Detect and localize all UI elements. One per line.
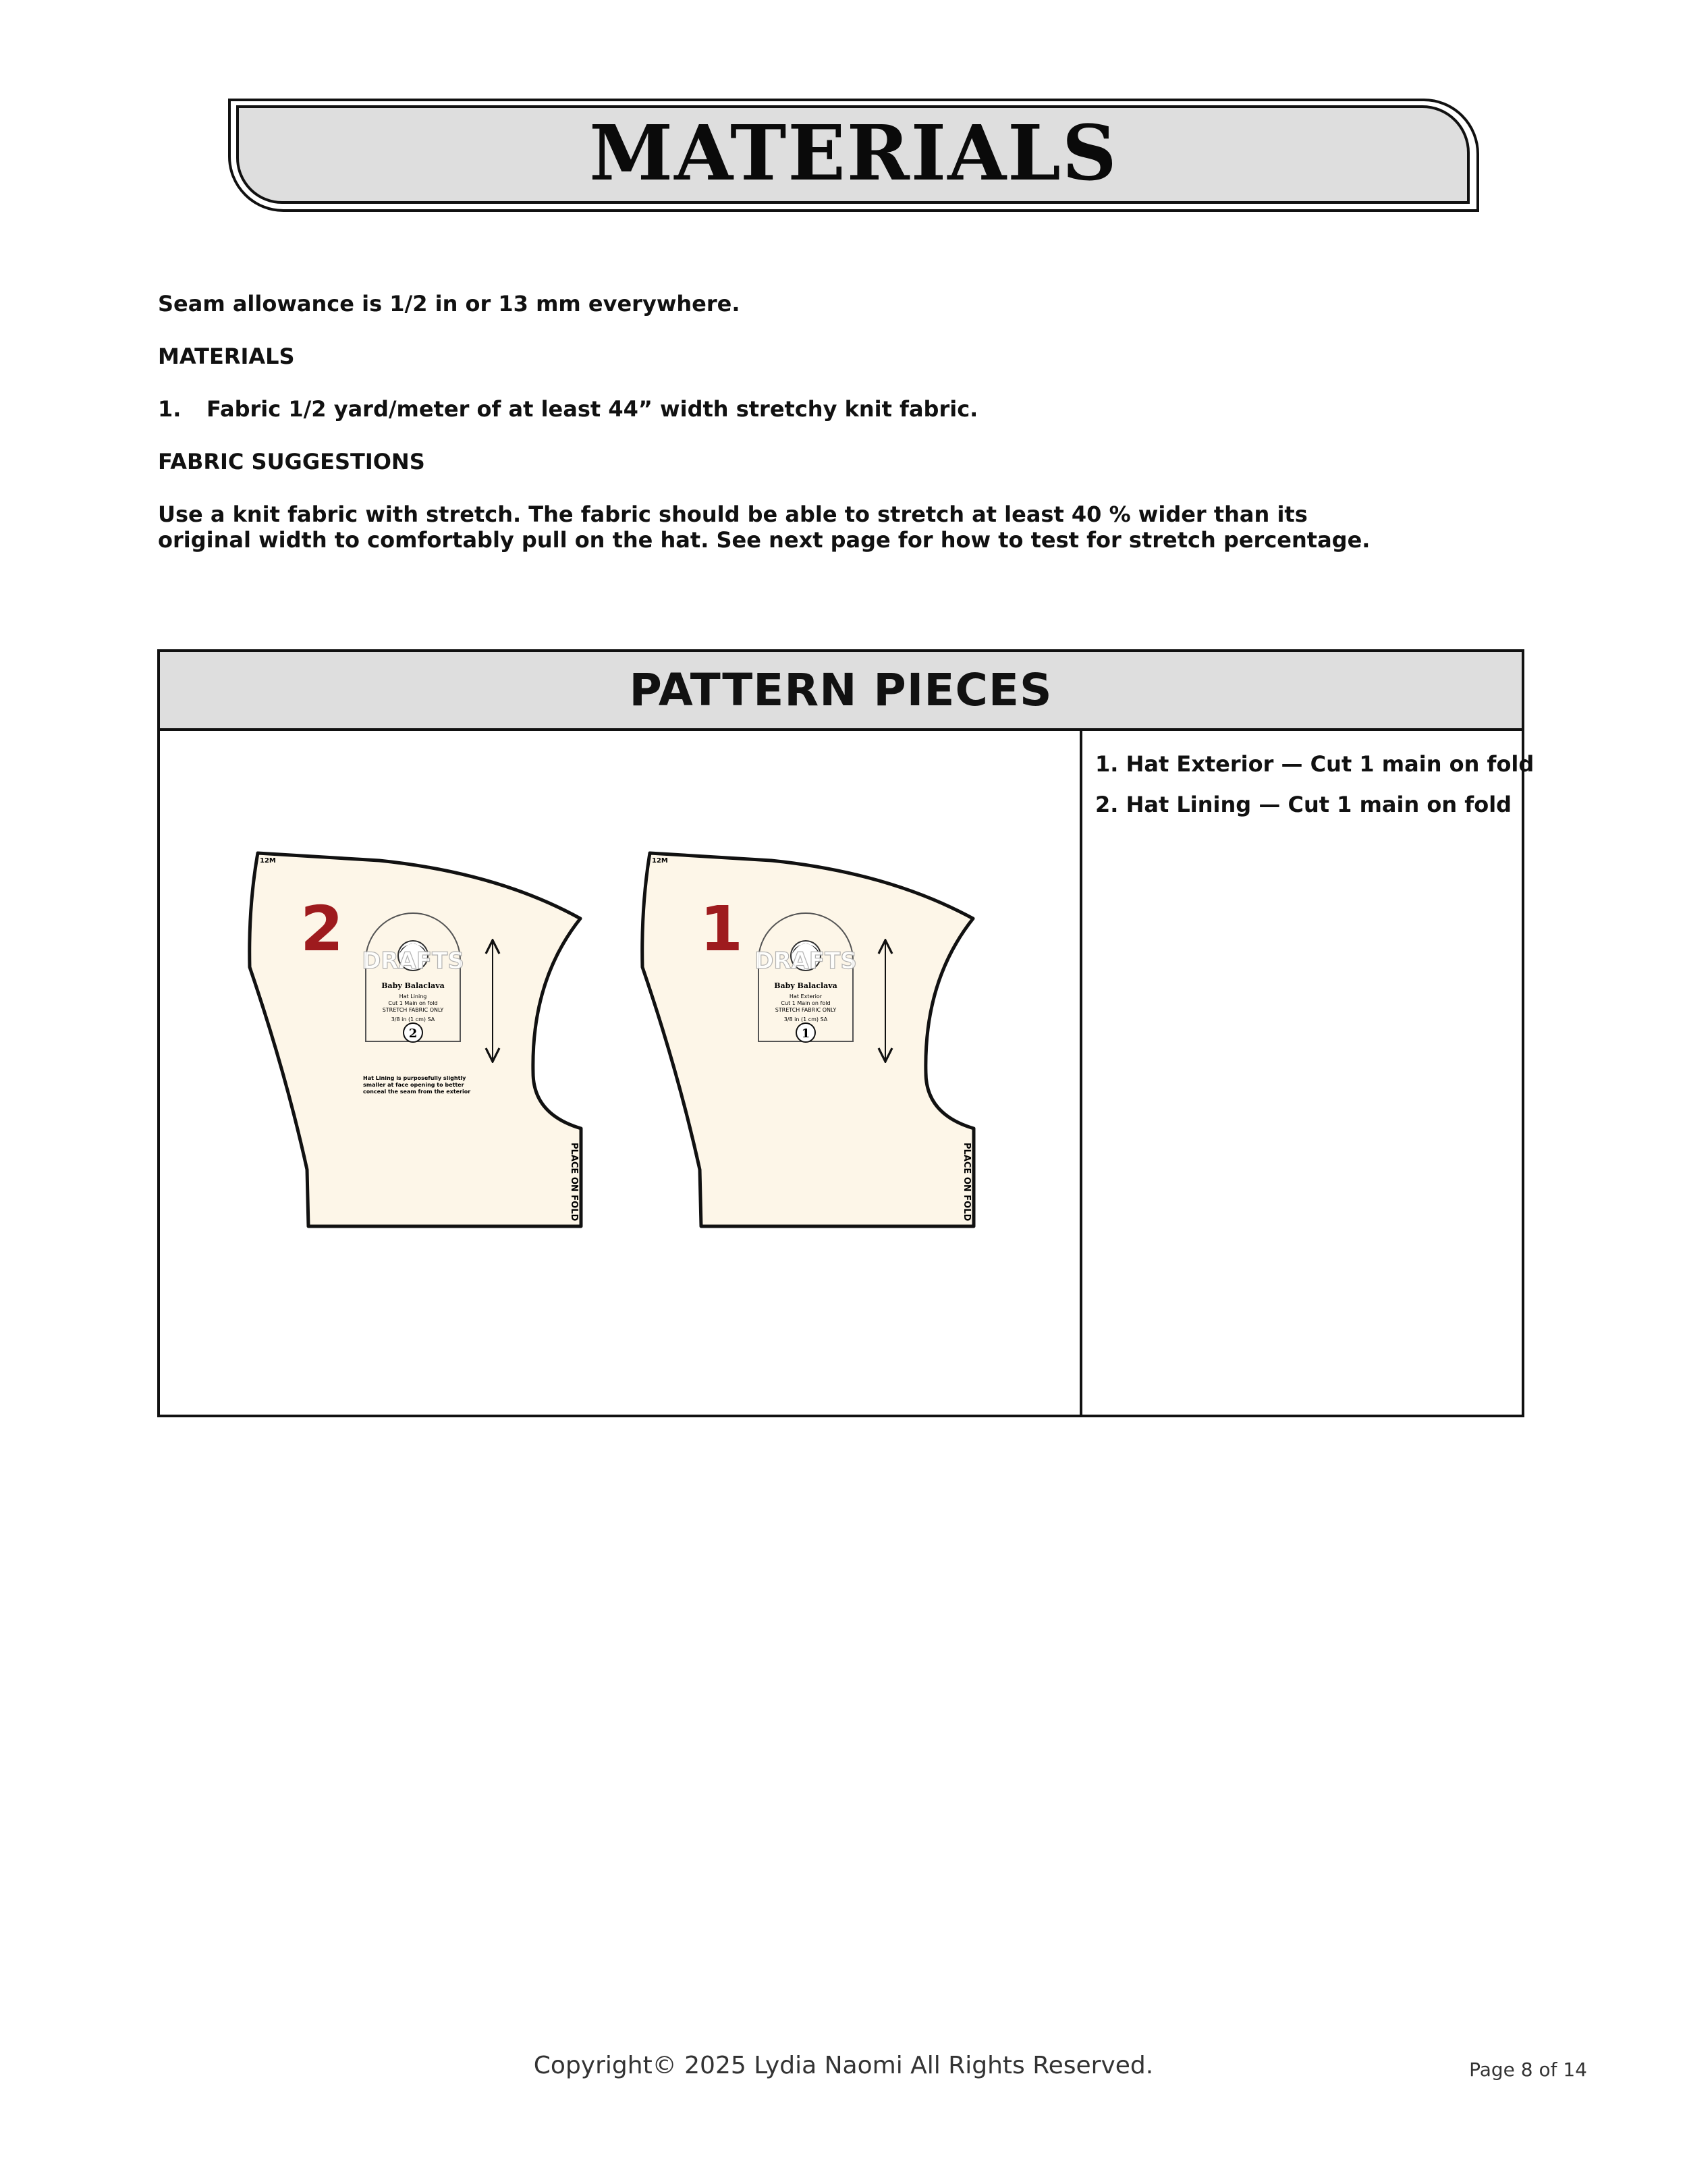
materials-item-text: Fabric 1/2 yard/meter of at least 44” width stretchy knit fabric. <box>206 396 978 422</box>
pattern-piece-2 <box>250 853 581 1226</box>
pattern-pieces-list <box>1095 744 1534 825</box>
fabric-suggestion-line-2: original width to comfortably pull on the hat. See next page for how to test for stretch percentage. <box>158 527 1371 553</box>
piece-1-label-line: Hat Exterior <box>789 993 823 1000</box>
pattern-pieces-box <box>157 649 1534 1417</box>
piece-1-size-tag: 12M <box>652 857 668 865</box>
piece-2-label-title: Baby Balaclava <box>381 981 445 990</box>
fabric-suggestion-line-1: Use a knit fabric with stretch. The fabric should be able to stretch at least 40 % wider than its <box>158 501 1308 527</box>
page-title: MATERIALS <box>589 109 1118 198</box>
piece-2-fold-label: PLACE ON FOLD <box>569 1143 579 1222</box>
materials-item <box>158 395 978 422</box>
pattern-pieces-illustration <box>160 731 1080 1415</box>
piece-2-size-tag: 12M <box>260 857 276 865</box>
copyright-footer: Copyright© 2025 Lydia Naomi All Rights Reserved. <box>533 2052 1154 2079</box>
piece-1-label-line: STRETCH FABRIC ONLY <box>775 1007 837 1013</box>
piece-2-note-line: Hat Lining is purposefully slightly <box>363 1075 466 1081</box>
piece-2-watermark: DRAFTS <box>362 948 464 975</box>
pattern-piece-list-item: 2. Hat Lining — Cut 1 main on fold <box>1095 792 1512 817</box>
piece-1-circle-number: 1 <box>801 1027 810 1041</box>
title-banner <box>228 99 1479 212</box>
piece-1-fold-label: PLACE ON FOLD <box>962 1143 972 1222</box>
pattern-piece-1 <box>642 853 974 1226</box>
page-number: Page 8 of 14 <box>1469 2058 1587 2081</box>
pattern-pieces-title: PATTERN PIECES <box>160 652 1522 731</box>
fabric-suggestions-heading: FABRIC SUGGESTIONS <box>158 449 425 474</box>
pattern-piece-list-item: 1. Hat Exterior — Cut 1 main on fold <box>1095 751 1534 777</box>
piece-1-label-title: Baby Balaclava <box>774 981 837 990</box>
piece-1-number: 1 <box>700 893 744 965</box>
piece-2-number: 2 <box>300 893 344 965</box>
piece-1-seam-allowance: 3/8 in (1 cm) SA <box>783 1016 828 1022</box>
column-divider <box>1080 731 1082 1415</box>
piece-2-seam-allowance: 3/8 in (1 cm) SA <box>391 1016 435 1022</box>
piece-2-label-line: Cut 1 Main on fold <box>388 1000 438 1006</box>
materials-heading: MATERIALS <box>158 344 295 369</box>
piece-1-watermark: DRAFTS <box>754 948 857 975</box>
piece-2-note-line: conceal the seam from the exterior <box>363 1089 471 1095</box>
piece-2-label-line: Hat Lining <box>399 993 427 1000</box>
seam-allowance-text: Seam allowance is 1/2 in or 13 mm everywhere. <box>158 291 740 317</box>
piece-2-label-line: STRETCH FABRIC ONLY <box>382 1007 444 1013</box>
piece-1-label-line: Cut 1 Main on fold <box>781 1000 831 1006</box>
piece-2-circle-number: 2 <box>408 1027 418 1041</box>
piece-2-note-line: smaller at face opening to better <box>363 1082 464 1088</box>
materials-item-number: 1. <box>158 396 182 422</box>
